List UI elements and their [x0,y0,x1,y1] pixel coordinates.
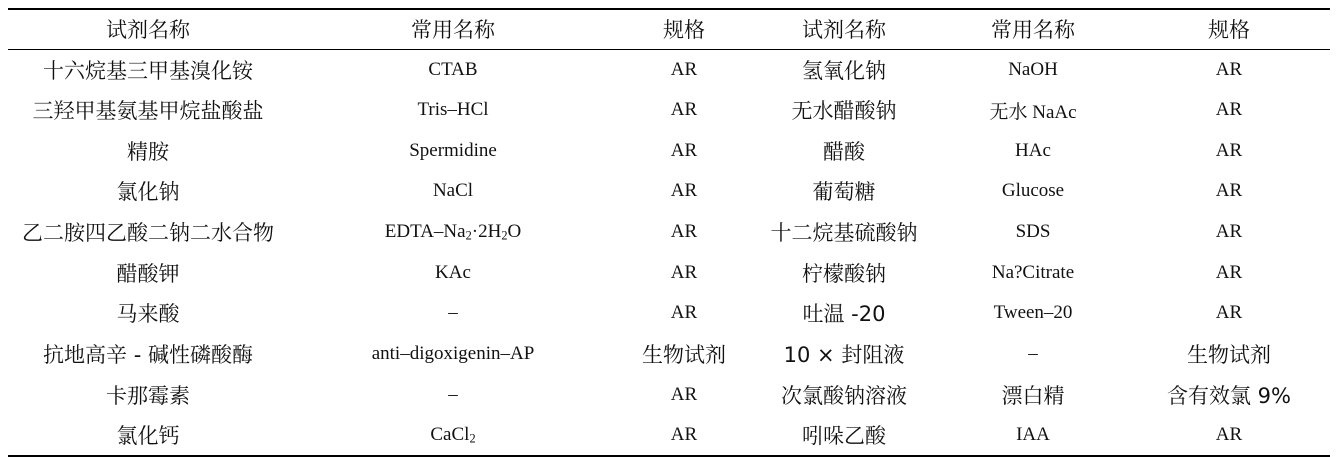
reagent-table-container [8,8,1330,457]
cell-spec-right: 含有效氯 9% [1167,383,1291,408]
cell-reagent-right: 吐温 -20 [802,302,886,327]
cell-reagent-right: 柠檬酸钠 [802,261,886,286]
formula-part: ·2H [471,221,502,243]
header-reagent-name-left: 试剂名称 [106,18,190,43]
cell-spec-left: AR [670,424,698,446]
cell-common-left: Tris–HCl [417,99,489,121]
cell-common-left: Spermidine [409,139,497,161]
header-common-name-left: 常用名称 [411,18,495,43]
table-row [8,49,1330,90]
formula-part: O [507,221,522,243]
table-row [8,415,1330,456]
table-row [8,375,1330,416]
cell-reagent-right: 醋酸 [823,139,865,164]
cell-common-left: KAc [435,261,471,283]
cell-common-right: 无水 NaAc [989,101,1077,123]
cell-reagent-left: 三羟甲基氨基甲烷盐酸盐 [32,99,264,124]
formula-subscript: 2 [465,228,472,243]
cell-spec-left: AR [670,139,698,161]
cell-common-right: Tween–20 [993,302,1073,324]
cell-spec-left: AR [670,180,698,202]
formula-subscript: 2 [469,431,476,446]
table-row [8,252,1330,293]
table-row [8,334,1330,375]
cell-reagent-left: 卡那霉素 [106,383,190,408]
table-row [8,90,1330,131]
cell-reagent-left: 氯化钙 [116,424,180,449]
cell-common-right: Na?Citrate [991,261,1075,283]
cell-reagent-right: 次氯酸钠溶液 [781,383,907,408]
cell-common-right: HAc [1015,139,1051,161]
cell-spec-left: AR [670,383,698,405]
cell-reagent-left: 抗地高辛 - 碱性磷酸酶 [43,343,253,368]
cell-spec-right: AR [1215,180,1243,202]
cell-common-left [288,212,618,253]
cell-common-right: SDS [1015,221,1051,243]
cell-common-right: – [1028,343,1038,365]
formula-subscript: 2 [501,228,508,243]
cell-common-right: NaOH [1008,58,1058,80]
cell-reagent-right: 10 × 封阻液 [783,343,905,368]
cell-spec-left: AR [670,58,698,80]
cell-reagent-left: 氯化钠 [116,180,180,205]
cell-common-left: – [448,302,458,324]
cell-spec-left: AR [670,261,698,283]
cell-reagent-left: 精胺 [127,139,169,164]
cell-common-right: 漂白精 [1001,383,1065,408]
cell-common-left [288,415,618,456]
cell-reagent-left: 乙二胺四乙酸二钠二水合物 [22,221,274,246]
cell-reagent-left: 马来酸 [116,302,180,327]
cell-spec-right: 生物试剂 [1187,343,1271,368]
header-spec-left: 规格 [663,18,705,43]
table-row [8,130,1330,171]
table-row [8,293,1330,334]
cell-spec-right: AR [1215,302,1243,324]
cell-spec-right: AR [1215,99,1243,121]
cell-spec-right: AR [1215,139,1243,161]
reagent-table [8,8,1330,457]
header-common-name-right: 常用名称 [991,18,1075,43]
header-spec-right: 规格 [1208,18,1250,43]
header-reagent-name-right: 试剂名称 [802,18,886,43]
formula-part: CaCl [430,424,470,446]
table-row [8,171,1330,212]
table-header-row [8,9,1330,49]
cell-spec-left: AR [670,221,698,243]
formula-part: EDTA–Na [384,221,466,243]
cell-spec-right: AR [1215,261,1243,283]
cell-reagent-left: 醋酸钾 [116,261,180,286]
cell-reagent-right: 吲哚乙酸 [802,424,886,449]
cell-spec-left: AR [670,99,698,121]
cell-reagent-right: 氢氧化钠 [802,58,886,83]
cell-common-right: Glucose [1001,180,1065,202]
cell-common-left: – [448,383,458,405]
cell-reagent-right: 十二烷基硫酸钠 [770,221,918,246]
cell-spec-right: AR [1215,58,1243,80]
cell-spec-left: AR [670,302,698,324]
cell-reagent-right: 葡萄糖 [812,180,876,205]
cell-common-right: IAA [1016,424,1050,446]
table-row [8,212,1330,253]
cell-spec-right: AR [1215,424,1243,446]
cell-reagent-left: 十六烷基三甲基溴化铵 [43,58,253,83]
cell-common-left: NaCl [432,180,474,202]
cell-spec-left: 生物试剂 [642,343,726,368]
cell-reagent-right: 无水醋酸钠 [791,99,897,124]
cell-common-left: CTAB [428,58,478,80]
cell-common-left: anti–digoxigenin–AP [371,343,535,365]
cell-spec-right: AR [1215,221,1243,243]
